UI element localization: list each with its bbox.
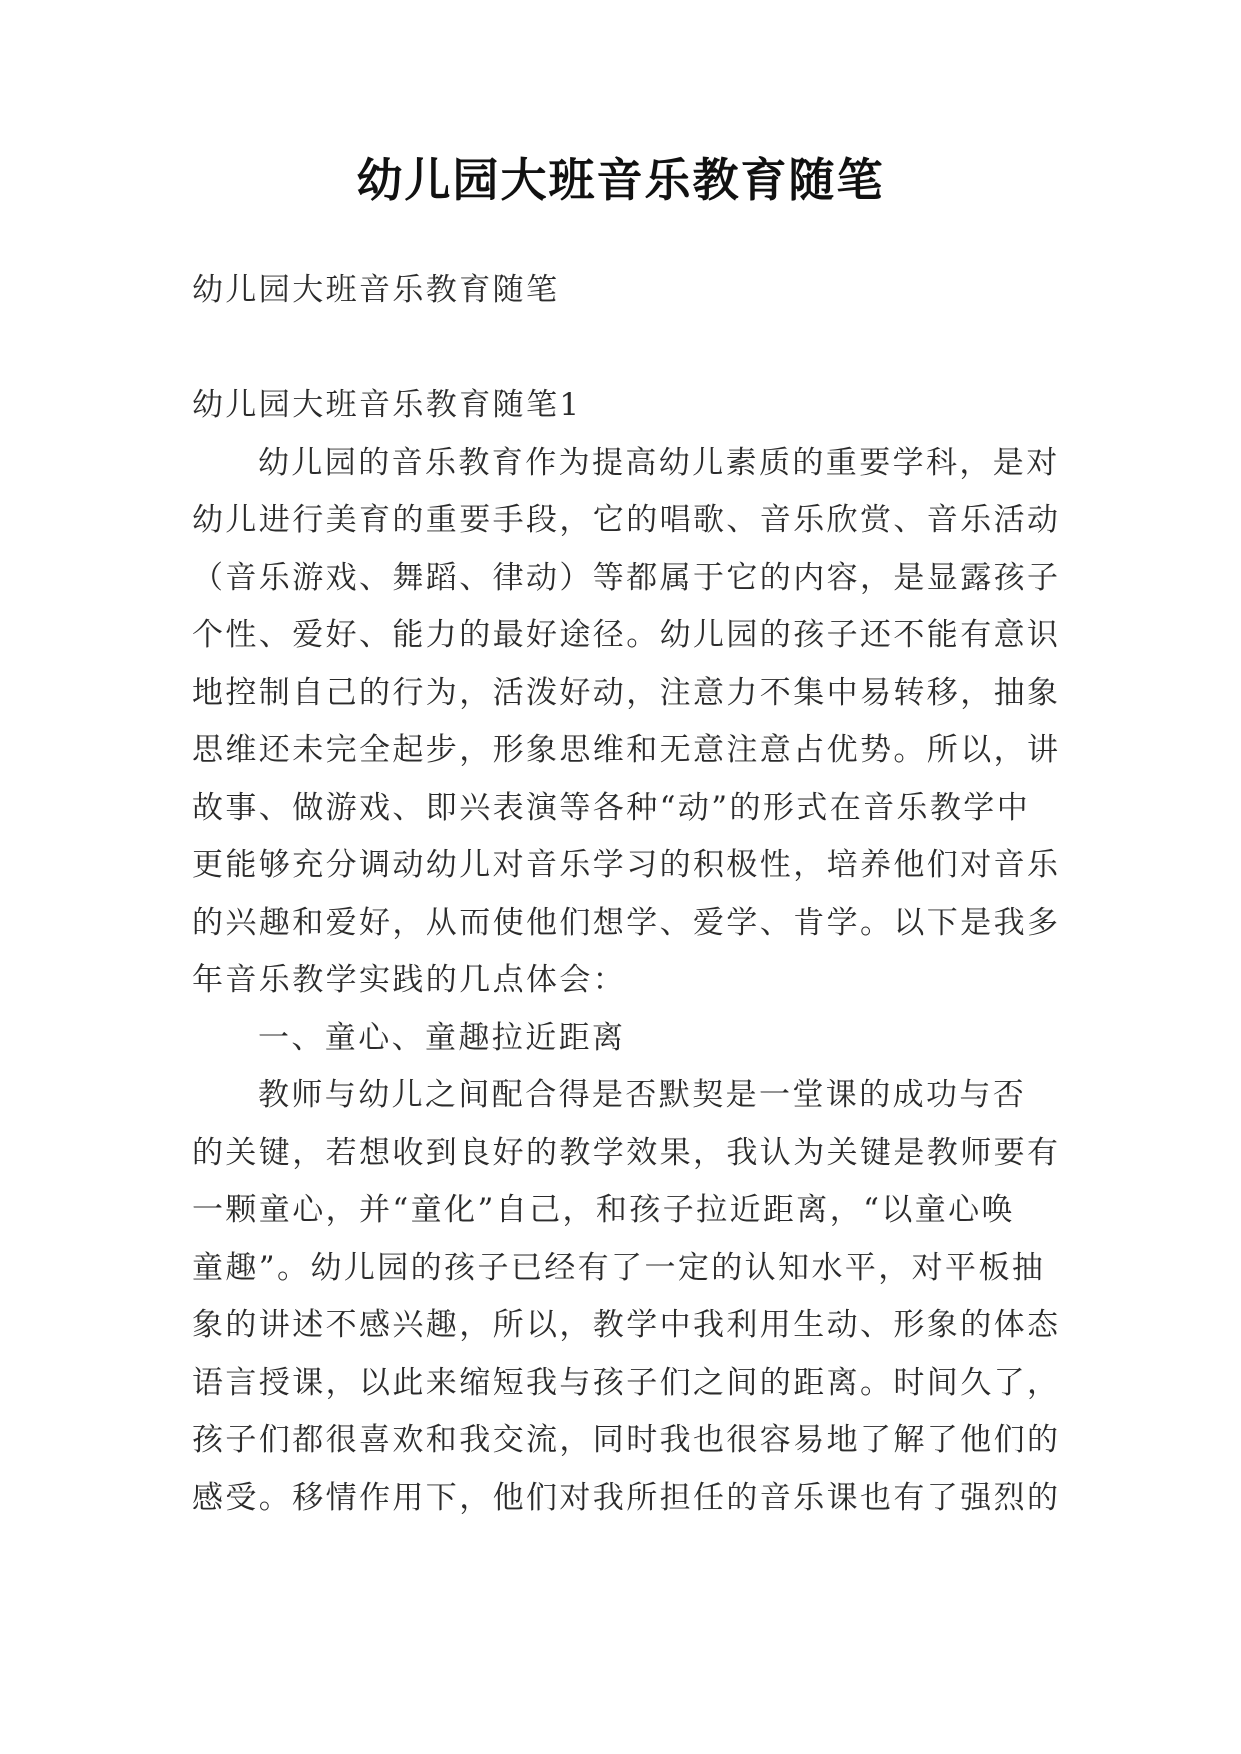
- paragraph-line: 一颗童心，并“童化”自己，和孩子拉近距离，“以童心唤: [192, 1192, 1015, 1228]
- paragraph-line: 语言授课，以此来缩短我与孩子们之间的距离。时间久了，: [192, 1364, 1061, 1401]
- heading-1: 一、童心、童趣拉近距离: [258, 1019, 626, 1056]
- paragraph-line: 童趣”。幼儿园的孩子已经有了一定的认知水平，对平板抽: [192, 1249, 1046, 1286]
- paragraph-line: 故事、做游戏、即兴表演等各种“动”的形式在音乐教学中: [192, 789, 1031, 826]
- paragraph-line: 更能够充分调动幼儿对音乐学习的积极性，培养他们对音乐: [192, 847, 1061, 883]
- paragraph-line: 的关键，若想收到良好的教学效果，我认为关键是教师要有: [192, 1134, 1061, 1171]
- document-subtitle: 幼儿园大班音乐教育随笔: [192, 272, 560, 308]
- paragraph-1: [192, 435, 1061, 1010]
- paragraph-2: [192, 1067, 1061, 1527]
- paragraph-line: 孩子们都很喜欢和我交流，同时我也很容易地了解了他们的: [192, 1422, 1061, 1458]
- paragraph-line: 教师与幼儿之间配合得是否默契是一堂课的成功与否: [258, 1077, 1027, 1113]
- document-title: 幼儿园大班音乐教育随笔: [356, 153, 885, 207]
- paragraph-line: 年音乐教学实践的几点体会：: [192, 962, 627, 998]
- section-title: 幼儿园大班音乐教育随笔1: [192, 387, 582, 423]
- paragraph-line: 感受。移情作用下，他们对我所担任的音乐课也有了强烈的: [192, 1479, 1061, 1516]
- blank-line: [192, 320, 1052, 378]
- paragraph-line: （音乐游戏、舞蹈、律动）等都属于它的内容，是显露孩子: [192, 559, 1061, 596]
- paragraph-line: 幼儿进行美育的重要手段，它的唱歌、音乐欣赏、音乐活动: [192, 502, 1061, 538]
- paragraph-line: 的兴趣和爱好，从而使他们想学、爱学、肯学。以下是我多: [192, 904, 1061, 941]
- paragraph-line: 幼儿园的音乐教育作为提高幼儿素质的重要学科，是对: [258, 444, 1060, 481]
- paragraph-line: 地控制自己的行为，活泼好动，注意力不集中易转移，抽象: [192, 674, 1061, 711]
- paragraph-line: 个性、爱好、能力的最好途径。幼儿园的孩子还不能有意识: [192, 617, 1061, 653]
- paragraph-line: 思维还未完全起步，形象思维和无意注意占优势。所以，讲: [192, 732, 1061, 768]
- paragraph-line: 象的讲述不感兴趣，所以，教学中我利用生动、形象的体态: [192, 1307, 1061, 1343]
- document-body: [192, 262, 1061, 1527]
